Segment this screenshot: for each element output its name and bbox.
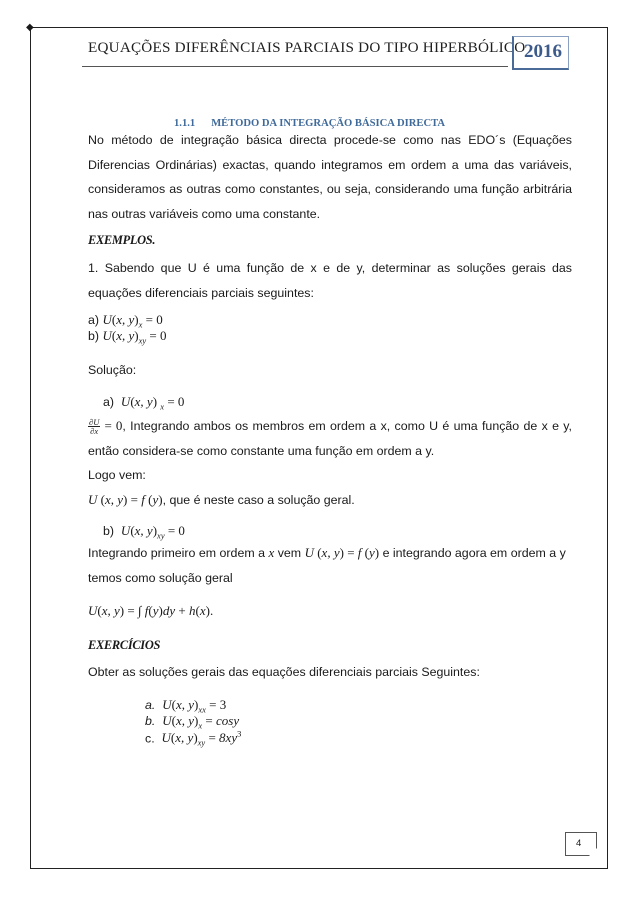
logo-vem: Logo vem: — [88, 468, 146, 482]
exercise-c-label: c. — [145, 731, 155, 746]
exercise-b-label: b. — [145, 714, 156, 728]
intro-paragraph: No método de integração básica directa procede-se como nas EDO´s (Equações Diferencias Ordinárias) exactas, quando integramos em ordem a uma das variáveis, consideramos as outras como constantes, ou seja, considerando uma função arbitrária nas outras variáveis como uma constante. — [88, 133, 572, 221]
section-number: 1.1.1 — [174, 118, 196, 129]
running-header-title: EQUAÇÕES DIFERÊNCIAIS PARCIAIS DO TIPO HIPERBÓLICO — [88, 39, 526, 56]
partial-derivative: $\frac{\partial U}{\partial x}$ — [89, 417, 100, 437]
page-number: 4 — [576, 838, 582, 849]
solution-a-text: $\frac{\partial U}{\partial x}$ = 0, Integrando ambos os membros em ordem a x, como U é uma função de x e y, então considera-se como constante uma função em ordem a y. — [88, 417, 572, 458]
header-year: 2016 — [524, 41, 562, 62]
solution-b-equation: b) U(x, $y)_{xy} = 0$ — [103, 523, 185, 541]
solution-b-text: Integrando primeiro em ordem a x vem U (x, y) = f (y) e integrando agora em ordem a y temos como solução geral — [88, 545, 566, 585]
equation-a-label: a) — [88, 313, 100, 327]
examples-heading: EXEMPLOS. — [88, 233, 156, 247]
solution-a-equation: a) U(x, y) $_x$ = 0 — [103, 394, 185, 412]
solution-label: Solução: — [88, 363, 137, 377]
exercise-c: c. U(x, $y)_{xy} = 8xy^3$ — [145, 729, 242, 748]
example-1-statement: 1. Sabendo que U é uma função de x e de y, determinar as soluções gerais das equações diferenciais parciais seguintes: — [88, 261, 572, 300]
general-solution-b: U(x, y) = ∫ f(y)dy + h(x). — [88, 603, 214, 618]
exercises-heading: EXERCÍCIOS — [88, 638, 161, 652]
section-title: MÉTODO DA INTEGRAÇÃO BÁSICA DIRECTA — [211, 118, 446, 129]
exercise-a: a. U(x, $y)_{xx} = 3$ — [145, 697, 227, 715]
solution-a-label: a) — [103, 395, 115, 409]
header-divider — [82, 66, 508, 67]
equation-a: a) U(x, $y)_x = 0$ — [88, 312, 163, 330]
exercise-b: b. U(x, $y)_x = \cos y$ — [145, 713, 240, 731]
exercises-intro: Obter as soluções gerais das equações diferenciais parciais Seguintes: — [88, 665, 480, 679]
corner-marker-icon: ◆ — [26, 22, 34, 33]
equation-b: b) U(x, $y)_{xy} = 0$ — [88, 328, 167, 346]
equation-b-label: b) — [88, 329, 100, 343]
general-solution-a: U (x, y) = f (y), que é neste caso a solução geral. — [88, 492, 355, 507]
exercise-a-label: a. — [145, 698, 156, 712]
solution-b-label: b) — [103, 524, 115, 538]
